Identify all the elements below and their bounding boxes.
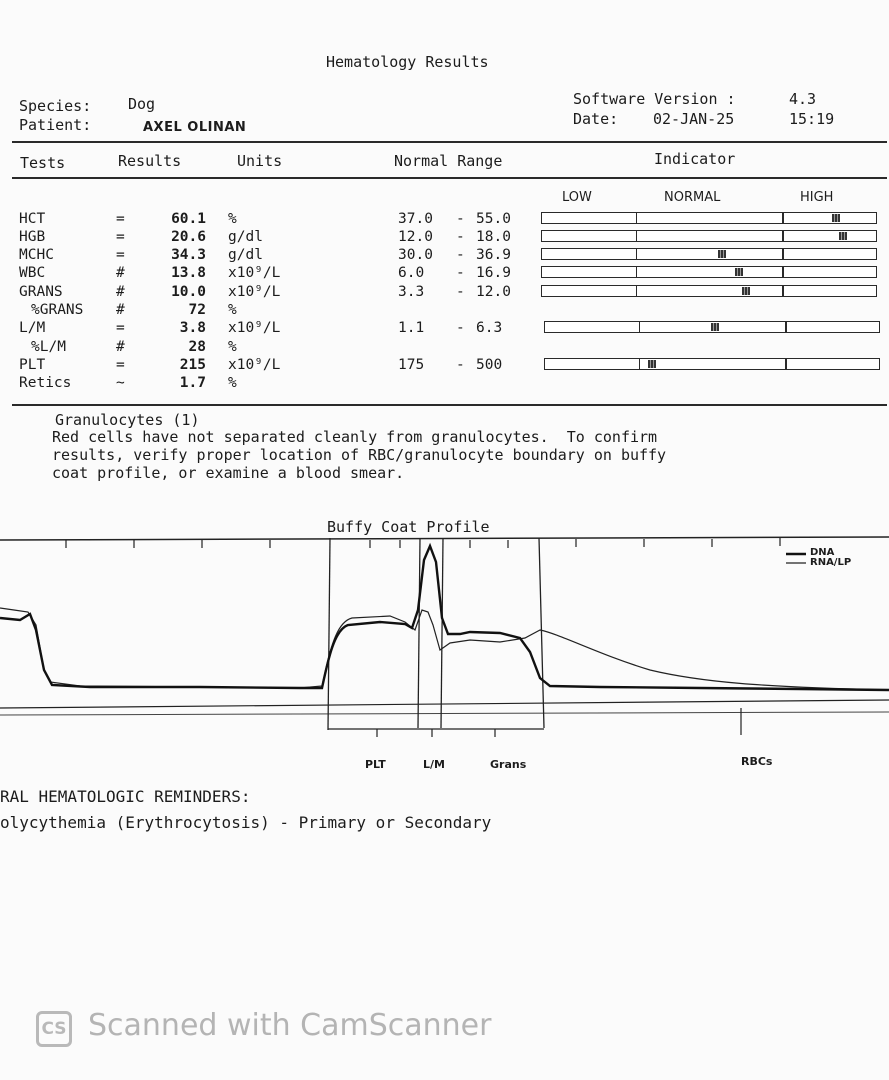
range-high: 36.9 bbox=[476, 247, 511, 263]
table-row bbox=[0, 247, 889, 265]
indicator-divider bbox=[636, 213, 637, 223]
unit: % bbox=[228, 339, 237, 355]
flag-symbol: # bbox=[116, 284, 125, 300]
indicator-divider bbox=[782, 286, 783, 296]
unit: x10⁹/L bbox=[228, 284, 281, 300]
range-high: 12.0 bbox=[476, 284, 511, 300]
range-low: 30.0 bbox=[398, 247, 433, 263]
test-name: WBC bbox=[19, 265, 46, 281]
indicator-divider bbox=[639, 359, 640, 369]
result-value: 60.1 bbox=[171, 211, 206, 227]
result-value: 10.0 bbox=[171, 284, 206, 300]
reminder-item: olycythemia (Erythrocytosis) - Primary or Secondary bbox=[0, 813, 492, 832]
indicator-low-label: LOW bbox=[562, 190, 592, 205]
result-value: 34.3 bbox=[171, 247, 206, 263]
range-separator: - bbox=[456, 284, 465, 300]
range-low: 3.3 bbox=[398, 284, 425, 300]
range-high: 6.3 bbox=[476, 320, 503, 336]
reminders-heading: RAL HEMATOLOGIC REMINDERS: bbox=[0, 787, 251, 806]
indicator-bar bbox=[544, 358, 880, 370]
indicator-divider bbox=[785, 322, 786, 332]
indicator-divider bbox=[636, 231, 637, 241]
range-low: 12.0 bbox=[398, 229, 433, 245]
note-line-2: results, verify proper location of RBC/granulocyte boundary on buffy bbox=[52, 446, 667, 464]
software-version: 4.3 bbox=[789, 90, 817, 108]
range-low: 1.1 bbox=[398, 320, 425, 336]
unit: g/dl bbox=[228, 229, 263, 245]
indicator-divider bbox=[782, 213, 783, 223]
col-header-tests: Tests bbox=[20, 154, 66, 172]
table-row bbox=[0, 320, 889, 338]
rna-lp-curve bbox=[0, 608, 889, 690]
indicator-bar bbox=[541, 230, 877, 242]
flag-symbol: = bbox=[116, 247, 125, 263]
flag-symbol: = bbox=[116, 357, 125, 373]
test-name: Retics bbox=[19, 375, 72, 391]
range-low: 37.0 bbox=[398, 211, 433, 227]
header-rule-top bbox=[12, 141, 887, 143]
unit: x10⁹/L bbox=[228, 265, 281, 281]
flag-symbol: ~ bbox=[116, 375, 125, 391]
result-value: 1.7 bbox=[179, 375, 206, 391]
range-separator: - bbox=[456, 320, 465, 336]
indicator-marker bbox=[711, 323, 719, 331]
result-value: 13.8 bbox=[171, 265, 206, 281]
buffy-coat-profile-plot bbox=[0, 530, 889, 790]
note-line-1: Red cells have not separated cleanly from granulocytes. To confirm bbox=[52, 428, 658, 446]
camscanner-watermark: Scanned with CamScanner bbox=[88, 1008, 492, 1043]
indicator-divider bbox=[636, 267, 637, 277]
zone-label-lm: L/M bbox=[423, 758, 445, 771]
header-rule-bottom bbox=[12, 177, 887, 179]
indicator-marker bbox=[742, 287, 750, 295]
flag-symbol: = bbox=[116, 320, 125, 336]
range-high: 16.9 bbox=[476, 265, 511, 281]
test-name: MCHC bbox=[19, 247, 54, 263]
test-name: %GRANS bbox=[31, 302, 84, 318]
report-title: Hematology Results bbox=[326, 53, 489, 71]
table-row bbox=[0, 229, 889, 247]
col-header-results: Results bbox=[118, 152, 182, 170]
test-name: GRANS bbox=[19, 284, 63, 300]
indicator-divider bbox=[782, 267, 783, 277]
col-header-normal-range: Normal Range bbox=[394, 152, 503, 170]
indicator-bar bbox=[541, 248, 877, 260]
date-value: 02-JAN-25 bbox=[653, 110, 735, 128]
indicator-marker bbox=[832, 214, 840, 222]
table-row bbox=[0, 302, 889, 320]
table-row bbox=[0, 211, 889, 229]
range-separator: - bbox=[456, 357, 465, 373]
range-low: 6.0 bbox=[398, 265, 425, 281]
zone-label-grans: Grans bbox=[490, 758, 527, 771]
indicator-bar bbox=[544, 321, 880, 333]
indicator-divider bbox=[782, 231, 783, 241]
unit: x10⁹/L bbox=[228, 357, 281, 373]
camscanner-logo-icon: CS bbox=[36, 1011, 72, 1047]
result-value: 20.6 bbox=[171, 229, 206, 245]
unit: g/dl bbox=[228, 247, 263, 263]
note-line-3: coat profile, or examine a blood smear. bbox=[52, 464, 405, 482]
species-value: Dog bbox=[128, 95, 156, 113]
species-label: Species: bbox=[19, 97, 92, 115]
col-header-units: Units bbox=[237, 152, 283, 170]
range-separator: - bbox=[456, 247, 465, 263]
indicator-marker bbox=[839, 232, 847, 240]
legend-rna-lp: RNA/LP bbox=[810, 557, 852, 568]
flag-symbol: = bbox=[116, 211, 125, 227]
table-rule-bottom bbox=[12, 404, 887, 406]
indicator-marker bbox=[718, 250, 726, 258]
date-label: Date: bbox=[573, 110, 619, 128]
range-separator: - bbox=[456, 265, 465, 281]
patient-name: AXEL OLINAN bbox=[143, 120, 247, 135]
table-row bbox=[0, 375, 889, 393]
range-low: 175 bbox=[398, 357, 425, 373]
zone-label-plt: PLT bbox=[365, 758, 386, 771]
legend-dna: DNA bbox=[810, 547, 835, 558]
unit: % bbox=[228, 211, 237, 227]
test-name: HCT bbox=[19, 211, 46, 227]
test-name: %L/M bbox=[31, 339, 66, 355]
col-header-indicator: Indicator bbox=[654, 150, 736, 168]
table-row bbox=[0, 339, 889, 357]
dna-curve bbox=[0, 546, 889, 690]
indicator-marker bbox=[735, 268, 743, 276]
unit: x10⁹/L bbox=[228, 320, 281, 336]
unit: % bbox=[228, 302, 237, 318]
test-name: PLT bbox=[19, 357, 46, 373]
note-heading: Granulocytes (1) bbox=[55, 411, 200, 429]
flag-symbol: # bbox=[116, 302, 125, 318]
range-high: 55.0 bbox=[476, 211, 511, 227]
patient-label: Patient: bbox=[19, 116, 92, 134]
indicator-normal-label: NORMAL bbox=[664, 190, 721, 205]
range-separator: - bbox=[456, 229, 465, 245]
table-row bbox=[0, 357, 889, 375]
test-name: HGB bbox=[19, 229, 46, 245]
flag-symbol: # bbox=[116, 339, 125, 355]
range-high: 500 bbox=[476, 357, 503, 373]
time-value: 15:19 bbox=[789, 110, 835, 128]
table-row bbox=[0, 284, 889, 302]
indicator-divider bbox=[636, 286, 637, 296]
flag-symbol: # bbox=[116, 265, 125, 281]
flag-symbol: = bbox=[116, 229, 125, 245]
indicator-marker bbox=[648, 360, 656, 368]
profile-title: Buffy Coat Profile bbox=[327, 518, 490, 536]
table-row bbox=[0, 265, 889, 283]
indicator-divider bbox=[782, 249, 783, 259]
test-name: L/M bbox=[19, 320, 46, 336]
unit: % bbox=[228, 375, 237, 391]
indicator-bar bbox=[541, 285, 877, 297]
result-value: 215 bbox=[179, 357, 206, 373]
result-value: 3.8 bbox=[179, 320, 206, 336]
range-high: 18.0 bbox=[476, 229, 511, 245]
result-value: 28 bbox=[188, 339, 206, 355]
zone-label-rbcs: RBCs bbox=[741, 755, 773, 768]
indicator-bar bbox=[541, 212, 877, 224]
indicator-high-label: HIGH bbox=[800, 190, 834, 205]
result-value: 72 bbox=[188, 302, 206, 318]
indicator-divider bbox=[636, 249, 637, 259]
indicator-bar bbox=[541, 266, 877, 278]
indicator-divider bbox=[785, 359, 786, 369]
range-separator: - bbox=[456, 211, 465, 227]
software-label: Software Version : bbox=[573, 90, 736, 108]
indicator-divider bbox=[639, 322, 640, 332]
